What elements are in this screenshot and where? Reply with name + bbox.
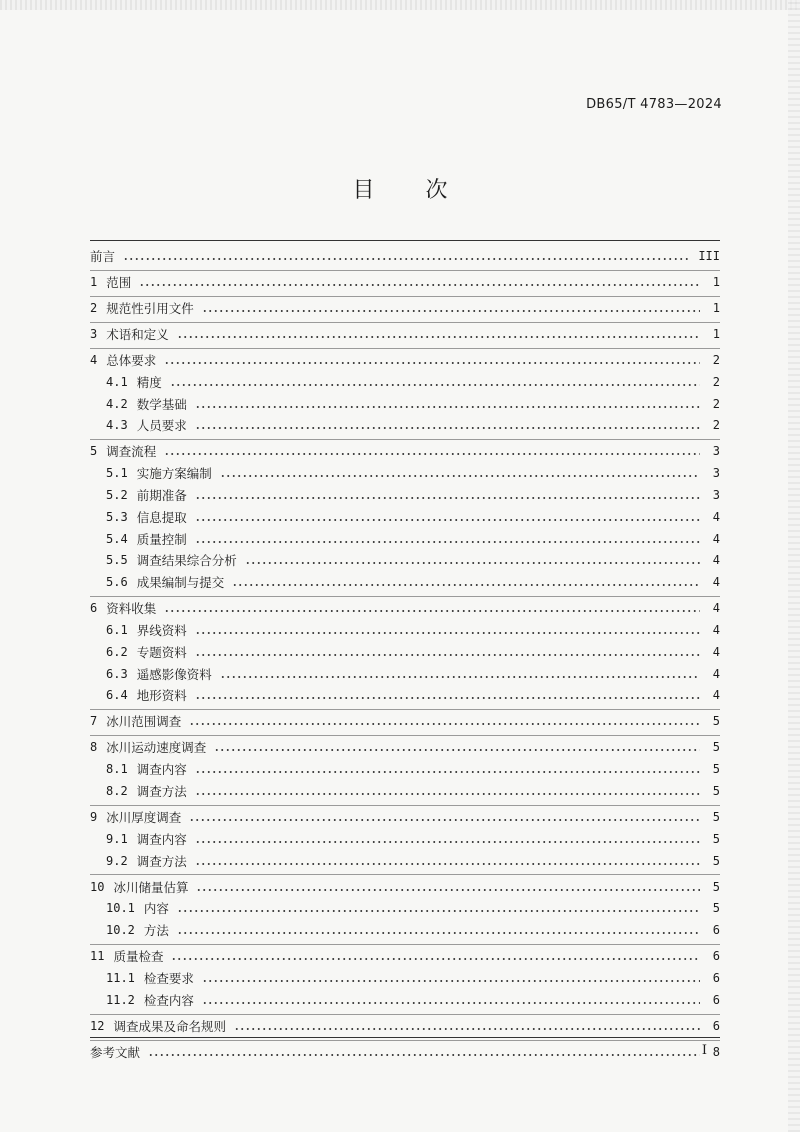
toc-entry-title: 调查成果及命名规则 xyxy=(113,1018,226,1034)
toc-entry-title: 总体要求 xyxy=(106,353,157,368)
toc-entry-page: 1 xyxy=(712,275,720,289)
toc-entry-title: 数学基础 xyxy=(136,396,187,412)
toc-entry[interactable] xyxy=(90,350,720,370)
toc-entry-page: 4 xyxy=(712,509,720,524)
toc-entry-page: 5 xyxy=(712,901,720,916)
toc-entry-title: 术语和定义 xyxy=(106,327,169,342)
toc-entry-title: 调查流程 xyxy=(106,444,157,460)
toc-entry-number: 3 xyxy=(90,327,98,341)
toc-bottom-rule xyxy=(90,1037,720,1038)
toc-entry-title: 信息提取 xyxy=(136,509,187,525)
toc-group-separator xyxy=(90,709,720,710)
page-title: 目 次 xyxy=(352,178,470,203)
toc-dot-leader xyxy=(232,584,700,586)
toc-dot-leader xyxy=(164,362,700,364)
toc-dot-leader xyxy=(195,541,700,543)
toc-entry-page: 2 xyxy=(712,418,720,433)
toc-dot-leader xyxy=(139,284,700,286)
toc-dot-leader xyxy=(189,723,700,725)
toc-entry[interactable] xyxy=(106,620,720,640)
toc-entry[interactable] xyxy=(106,898,720,918)
toc-entry-page: 4 xyxy=(712,601,720,616)
toc-entry[interactable] xyxy=(106,685,720,705)
toc-entry-title: 内容 xyxy=(143,901,169,917)
toc-dot-leader xyxy=(234,1028,700,1030)
toc-entry-number: 5.3 xyxy=(106,509,128,524)
toc-entry[interactable] xyxy=(90,324,720,344)
toc-dot-leader xyxy=(195,519,700,521)
toc-entry-number: 2 xyxy=(90,301,98,315)
toc-entry-title: 冰川范围调查 xyxy=(106,714,182,730)
toc-entry-number: 5 xyxy=(90,444,98,459)
toc-entry-number: 5.2 xyxy=(106,488,128,502)
toc-entry[interactable] xyxy=(106,968,720,988)
toc-entry-number: 6 xyxy=(90,601,98,616)
toc-entry[interactable] xyxy=(106,372,720,392)
toc-entry-title: 检查要求 xyxy=(143,971,194,986)
toc-entry-title: 范围 xyxy=(106,275,132,290)
toc-entry[interactable] xyxy=(90,807,720,827)
toc-entry-title: 前言 xyxy=(90,249,116,264)
toc-entry-title: 专题资料 xyxy=(136,644,187,660)
toc-entry-page: 1 xyxy=(712,301,720,315)
toc-entry[interactable] xyxy=(90,711,720,731)
toc-dot-leader xyxy=(195,863,700,865)
toc-entry-number: 5.4 xyxy=(106,531,128,546)
toc-dot-leader xyxy=(189,819,700,821)
toc-dot-leader xyxy=(148,1054,700,1056)
toc-entry[interactable] xyxy=(90,298,720,318)
toc-entry[interactable] xyxy=(106,463,720,483)
toc-dot-leader xyxy=(177,910,700,912)
toc-entry-page: 3 xyxy=(712,466,720,481)
toc-entry[interactable] xyxy=(90,737,720,757)
toc-entry-title: 调查结果综合分析 xyxy=(136,553,237,569)
toc-group-separator xyxy=(90,270,720,271)
toc-entry-number: 5.6 xyxy=(106,575,128,590)
toc-entry[interactable] xyxy=(106,394,720,414)
toc-entry-title: 人员要求 xyxy=(136,418,187,434)
toc-entry-page: 4 xyxy=(712,666,720,681)
toc-group-separator xyxy=(90,322,720,323)
toc-entry-number: 4.2 xyxy=(106,396,128,411)
toc-entry[interactable] xyxy=(90,441,720,461)
toc-entry-title: 质量控制 xyxy=(136,531,187,547)
toc-entry[interactable] xyxy=(90,1042,720,1062)
toc-group-separator xyxy=(90,348,720,349)
toc-entry[interactable] xyxy=(106,642,720,662)
toc-entry[interactable] xyxy=(90,272,720,292)
page-number: I xyxy=(701,1043,707,1058)
toc-entry[interactable] xyxy=(106,829,720,849)
standard-code: DB65/T 4783—2024 xyxy=(586,97,722,112)
toc-dot-leader xyxy=(177,336,700,338)
toc-entry-page: 4 xyxy=(712,553,720,568)
toc-entry-title: 地形资料 xyxy=(136,688,187,704)
toc-dot-leader xyxy=(202,1002,700,1004)
toc-group-separator xyxy=(90,805,720,806)
toc-entry-page: 6 xyxy=(712,923,720,938)
toc-dot-leader xyxy=(123,258,690,260)
toc-dot-leader xyxy=(195,841,700,843)
toc-dot-leader xyxy=(202,980,700,982)
toc-group-separator xyxy=(90,296,720,297)
toc-entry-page: 4 xyxy=(712,575,720,590)
toc-top-rule xyxy=(90,240,720,241)
toc-group-separator xyxy=(90,874,720,875)
toc-entry-page: 5 xyxy=(712,831,720,846)
toc-entry[interactable] xyxy=(106,572,720,592)
toc-entry-number: 5.1 xyxy=(106,466,128,481)
toc-entry-page: 4 xyxy=(712,531,720,546)
toc-entry[interactable] xyxy=(106,485,720,505)
toc-dot-leader xyxy=(177,932,700,934)
toc-entry[interactable] xyxy=(106,507,720,527)
toc-entry-number: 8 xyxy=(90,740,98,755)
toc-entry-title: 实施方案编制 xyxy=(136,466,212,482)
toc-entry-number: 4.3 xyxy=(106,418,128,433)
toc-dot-leader xyxy=(170,384,700,386)
toc-entry-number: 5.5 xyxy=(106,553,128,568)
toc-entry[interactable] xyxy=(90,598,720,618)
toc-entry-number: 1 xyxy=(90,275,98,289)
toc-dot-leader xyxy=(195,654,700,656)
toc-dot-leader xyxy=(164,610,700,612)
toc-dot-leader xyxy=(195,497,700,499)
toc-entry-title: 调查内容 xyxy=(136,762,187,778)
toc-entry-number: 9 xyxy=(90,810,98,824)
toc-entry-number: 4.1 xyxy=(106,374,128,389)
toc-entry[interactable] xyxy=(106,781,720,801)
toc-dot-leader xyxy=(220,676,700,678)
toc-dot-leader xyxy=(245,562,700,564)
toc-entry-title: 界线资料 xyxy=(136,623,187,638)
toc-entry-page: 2 xyxy=(712,353,720,367)
toc-entry-number: 8.2 xyxy=(106,784,128,798)
toc-entry-number: 11.2 xyxy=(106,992,135,1007)
toc-entry[interactable] xyxy=(106,550,720,570)
toc-dot-leader xyxy=(195,771,700,773)
toc-entry[interactable] xyxy=(90,946,720,966)
toc-entry-page: 1 xyxy=(712,327,720,341)
toc-entry-title: 冰川运动速度调查 xyxy=(106,740,207,756)
toc-entry-title: 方法 xyxy=(143,923,169,939)
toc-entry[interactable] xyxy=(90,877,720,897)
toc-entry-number: 11 xyxy=(90,949,105,964)
toc-entry-title: 前期准备 xyxy=(136,488,187,503)
toc-entry-page: 5 xyxy=(712,714,720,729)
toc-dot-leader xyxy=(195,632,700,634)
toc-group-separator xyxy=(90,1014,720,1015)
toc-entry[interactable] xyxy=(90,246,720,266)
toc-entry-title: 检查内容 xyxy=(143,992,194,1008)
toc-entry-title: 调查方法 xyxy=(136,784,187,799)
toc-dot-leader xyxy=(195,697,700,699)
toc-group-separator xyxy=(90,735,720,736)
toc-group-separator xyxy=(90,1040,720,1041)
toc-entry-page: 6 xyxy=(712,1018,720,1033)
toc-dot-leader xyxy=(202,310,700,312)
toc-entry-page: 8 xyxy=(712,1044,720,1059)
toc-entry[interactable] xyxy=(106,529,720,549)
toc-entry-number: 12 xyxy=(90,1018,105,1033)
toc-entry-page: 4 xyxy=(712,688,720,703)
toc-entry-number: 11.1 xyxy=(106,971,135,985)
toc-entry-number: 6.4 xyxy=(106,688,128,703)
toc-group-separator xyxy=(90,944,720,945)
toc-entry[interactable] xyxy=(106,664,720,684)
toc-entry-title: 调查方法 xyxy=(136,853,187,869)
toc-entry-number: 6.2 xyxy=(106,644,128,659)
toc-dot-leader xyxy=(196,889,700,891)
toc-entry-title: 冰川厚度调查 xyxy=(106,810,182,825)
toc-entry[interactable] xyxy=(90,1016,720,1036)
toc-entry-number: 6.1 xyxy=(106,623,128,637)
toc-entry-page: 2 xyxy=(712,374,720,389)
toc-entry-page: 5 xyxy=(712,740,720,755)
toc-entry[interactable] xyxy=(106,415,720,435)
toc-entry[interactable] xyxy=(106,851,720,871)
toc-entry-page: 5 xyxy=(712,879,720,894)
toc-dot-leader xyxy=(195,793,700,795)
toc-entry-title: 资料收集 xyxy=(106,601,157,617)
toc-entry-number: 9.1 xyxy=(106,831,128,846)
toc-dot-leader xyxy=(171,958,700,960)
toc-dot-leader xyxy=(214,749,700,751)
toc-entry-title: 规范性引用文件 xyxy=(106,301,194,316)
toc-entry-number: 10 xyxy=(90,879,105,894)
toc-entry[interactable] xyxy=(106,759,720,779)
toc-entry-page: III xyxy=(698,249,720,263)
toc-entry[interactable] xyxy=(106,990,720,1010)
toc-entry-page: 5 xyxy=(712,762,720,777)
scan-edge-right xyxy=(788,0,800,1132)
toc-entry-title: 遥感影像资料 xyxy=(136,666,212,682)
toc-dot-leader xyxy=(195,406,700,408)
toc-entry-page: 5 xyxy=(712,853,720,868)
toc-entry-number: 6.3 xyxy=(106,666,128,681)
toc-dot-leader xyxy=(195,427,700,429)
toc-entry-page: 3 xyxy=(712,488,720,502)
toc-entry-number: 9.2 xyxy=(106,853,128,868)
toc-entry-number: 10.1 xyxy=(106,901,135,916)
toc-entry[interactable] xyxy=(106,920,720,940)
toc-entry-page: 5 xyxy=(712,784,720,798)
toc-entry-page: 6 xyxy=(712,992,720,1007)
toc-dot-leader xyxy=(164,453,700,455)
toc-entry-page: 4 xyxy=(712,623,720,637)
toc-entry-page: 6 xyxy=(712,971,720,985)
toc-entry-number: 8.1 xyxy=(106,762,128,777)
toc-entry-title: 质量检查 xyxy=(113,949,164,965)
toc-entry-title: 参考文献 xyxy=(90,1044,141,1060)
toc-entry-title: 精度 xyxy=(136,374,162,390)
scan-edge-top xyxy=(0,0,800,10)
toc-entry-number: 10.2 xyxy=(106,923,135,938)
toc-dot-leader xyxy=(220,475,700,477)
toc-entry-page: 2 xyxy=(712,396,720,411)
toc-entry-title: 成果编制与提交 xyxy=(136,575,225,591)
toc-entry-page: 5 xyxy=(712,810,720,824)
toc-group-separator xyxy=(90,439,720,440)
toc-entry-page: 3 xyxy=(712,444,720,459)
toc-group-separator xyxy=(90,596,720,597)
toc-entry-number: 7 xyxy=(90,714,98,729)
toc-entry-page: 4 xyxy=(712,644,720,659)
toc-entry-title: 调查内容 xyxy=(136,831,187,847)
toc-entry-title: 冰川储量估算 xyxy=(113,879,189,895)
toc-entry-page: 6 xyxy=(712,949,720,964)
toc-entry-number: 4 xyxy=(90,353,98,367)
